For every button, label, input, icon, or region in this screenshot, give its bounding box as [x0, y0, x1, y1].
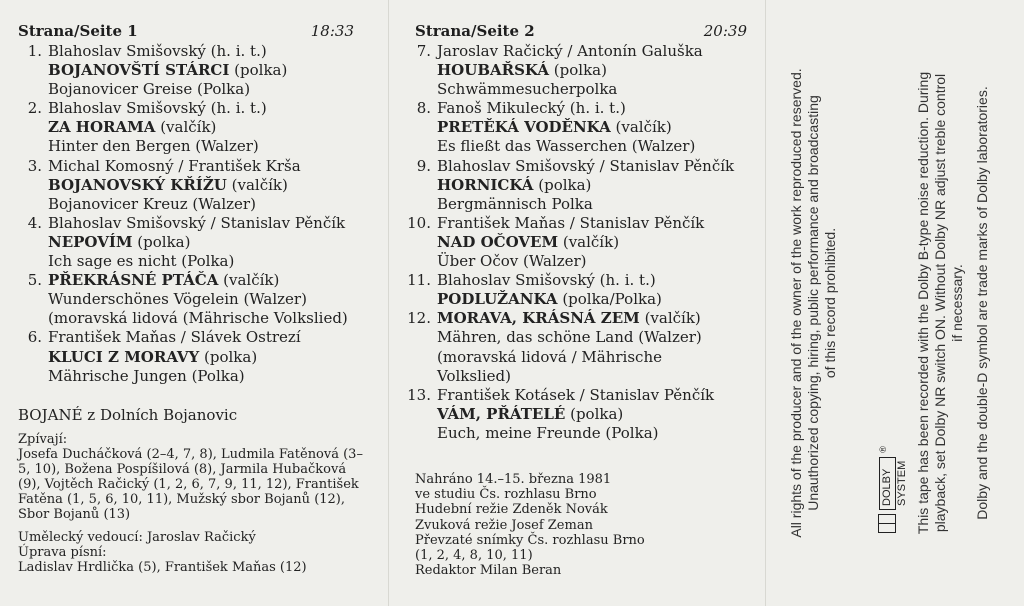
track-number: 13. [407, 385, 431, 404]
track-genre: (polka) [553, 61, 607, 80]
side-1-tracklist [18, 42, 374, 386]
track-title-row [48, 118, 374, 137]
track-number: 5. [27, 271, 42, 290]
track-details [437, 99, 757, 156]
track-title-row [437, 405, 757, 424]
artistic-leader: Umělecký vedoucí: Jaroslav Račický [18, 530, 256, 545]
track-genre: (valčík) [615, 118, 672, 137]
track-entry [407, 309, 757, 385]
track-entry [407, 157, 757, 214]
track-title-row [437, 118, 757, 137]
track-title: HOUBAŘSKÁ [437, 61, 550, 80]
side-2-duration: 20:39 [703, 22, 747, 40]
ensemble-name: BOJANÉ z Dolních Bojanovic [18, 406, 238, 424]
track-composer: Michal Komosný / František Krša [48, 156, 301, 175]
recording-line: ve studiu Čs. rozhlasu Brno [415, 487, 597, 503]
track-entry [18, 214, 374, 271]
rights-line: All rights of the producer and of the owner of the work reproduced reserved. [788, 68, 804, 538]
track-title-row [437, 233, 757, 252]
track-composer: Blahoslav Smišovský (h. i. t.) [437, 271, 656, 290]
track-title: NEPOVÍM [48, 232, 133, 251]
side-2-panel [395, 0, 765, 606]
track-genre: (valčík) [223, 271, 280, 290]
track-title: BOJANOVŠTÍ STÁRCI [48, 61, 230, 80]
track-german-title: Es fließt das Wasserchen (Walzer) [437, 137, 696, 156]
rights-notice [788, 43, 839, 563]
recording-line: Převzaté snímky Čs. rozhlasu Brno [415, 532, 645, 548]
rights-line: of this record prohibited. [822, 227, 838, 379]
track-entry [18, 99, 374, 156]
track-composer: Blahoslav Smišovský (h. i. t.) [48, 42, 267, 60]
track-number: 3. [27, 156, 42, 175]
credits-block [18, 530, 363, 575]
track-german-title: Schwämmesucherpolka [437, 80, 618, 99]
side-2-label: Strana/Seite 2 [415, 22, 535, 40]
track-german-title: Ich sage es nicht (Polka) [48, 252, 235, 271]
registered-mark: ® [878, 446, 888, 453]
track-title-row [437, 290, 757, 309]
side-1-panel [0, 0, 382, 606]
track-entry [18, 157, 374, 214]
track-number: 12. [407, 309, 431, 328]
track-title-row [437, 176, 757, 195]
track-genre: (polka) [570, 404, 624, 423]
track-note: (moravská lidová / Mährische [437, 347, 662, 366]
track-title-row [48, 271, 374, 290]
track-title: NAD OČOVEM [437, 232, 559, 251]
track-title: MORAVA, KRÁSNÁ ZEM [437, 309, 640, 328]
track-details [48, 328, 374, 385]
track-composer: Fanoš Mikulecký (h. i. t.) [437, 99, 626, 118]
track-genre: (valčík) [644, 309, 701, 328]
track-genre: (polka) [234, 61, 288, 80]
track-german-title: Bojanovicer Greise (Polka) [48, 80, 251, 99]
track-genre: (polka/Polka) [562, 290, 662, 309]
singers-list: Josefa Ducháčková (2–4, 7, 8), Ludmila Fatěnová (3–5, 10), Božena Pospíšilová (8), Jarmila Hubačková (9), Vojtěch Račický (1, 2, 6, 7, 9, 11, 12), František Fatěna (1, 5, 6, 10, 11), Mužský sbor Bojanů (12), Sbor Bojanů (13) [18, 447, 363, 522]
track-details [437, 309, 757, 385]
track-number: 10. [407, 213, 431, 232]
track-entry [407, 271, 757, 309]
track-details [48, 214, 374, 271]
track-number: 7. [416, 42, 431, 60]
recording-info [415, 472, 645, 578]
track-title: KLUCI Z MORAVY [48, 347, 200, 366]
track-composer: Blahoslav Smišovský / Stanislav Pěnčík [437, 156, 735, 175]
track-german-title: Bojanovicer Kreuz (Walzer) [48, 194, 256, 213]
recording-line: Redaktor Milan Beran [415, 563, 562, 579]
arrangers: Ladislav Hrdlička (5), František Maňas (12) [18, 560, 307, 575]
track-german-title: Bergmännisch Polka [437, 194, 593, 213]
recording-line: Nahráno 14.–15. března 1981 [415, 472, 612, 487]
track-composer: Jaroslav Račický / Antonín Galuška [437, 42, 703, 60]
track-details [437, 214, 757, 271]
track-title: BOJANOVSKÝ KŘÍŽU [48, 175, 227, 194]
track-composer: František Kotásek / Stanislav Pěnčík [437, 385, 715, 404]
track-genre: (polka) [204, 347, 258, 366]
dolby-logo [878, 383, 906, 533]
arrangement-label: Úprava písní: [18, 545, 107, 560]
track-title-row [437, 309, 757, 328]
track-entry [407, 99, 757, 156]
track-entry [18, 271, 374, 328]
rights-line: Unauthorized copying, hiring, public performance and broadcasting [805, 95, 821, 511]
track-entry [407, 214, 757, 271]
track-number: 6. [27, 328, 42, 347]
side-1-heading [18, 22, 354, 40]
track-note: (moravská lidová (Mährische Volkslied) [48, 309, 348, 328]
side-1-duration: 18:33 [310, 22, 354, 40]
recording-line: Hudební režie Zdeněk Novák [415, 502, 608, 518]
track-title: PŘEKRÁSNÉ PTÁČA [48, 271, 219, 290]
track-genre: (polka) [137, 232, 191, 251]
side-2-tracklist [407, 42, 757, 443]
fold-line [388, 0, 389, 606]
track-details [437, 386, 757, 443]
track-composer: Blahoslav Smišovský (h. i. t.) [48, 99, 267, 118]
track-title-row [437, 61, 757, 80]
track-number: 2. [27, 99, 42, 118]
track-composer: František Maňas / Slávek Ostrezí [48, 328, 301, 347]
singers-block [18, 432, 363, 522]
track-german-title: Mähren, das schöne Land (Walzer) [437, 328, 702, 347]
singers-label: Zpívají: [18, 432, 68, 447]
track-details [48, 271, 374, 328]
track-number: 4. [27, 213, 42, 232]
track-german-title: Wunderschönes Vögelein (Walzer) [48, 290, 307, 309]
track-entry [407, 386, 757, 443]
dolby-system-label: DOLBY SYSTEM [879, 457, 896, 510]
track-details [48, 42, 374, 99]
recording-line: Zvuková režie Josef Zeman [415, 517, 593, 533]
track-title-row [48, 233, 374, 252]
track-entry [407, 42, 757, 99]
track-entry [18, 42, 374, 99]
track-entry [18, 328, 374, 385]
dolby-line: This tape has been recorded with the Dolby B-type noise reduction. During [915, 71, 931, 535]
track-title: ZA HORAMA [48, 118, 156, 137]
side-2-heading [415, 22, 747, 40]
double-d-icon [878, 514, 896, 533]
track-details [437, 157, 757, 214]
track-composer: František Maňas / Stanislav Pěnčík [437, 213, 705, 232]
track-genre: (valčík) [231, 175, 288, 194]
track-number: 9. [416, 156, 431, 175]
track-composer: Blahoslav Smišovský / Stanislav Pěnčík [48, 213, 346, 232]
track-german-title: Hinter den Bergen (Walzer) [48, 137, 259, 156]
recording-line: (1, 2, 4, 8, 10, 11) [415, 548, 533, 564]
track-details [48, 157, 374, 214]
track-details [437, 42, 757, 99]
track-title-row [48, 176, 374, 195]
dolby-line: Dolby and the double-D symbol are trade marks of Dolby laboratories. [974, 86, 990, 520]
dolby-notice [915, 43, 991, 563]
track-details [437, 271, 757, 309]
fold-line [765, 0, 766, 606]
dolby-line: if necessary. [949, 264, 965, 342]
dolby-line: playback, set Dolby NR switch ON. Without Dolby NR adjust treble control [932, 73, 948, 533]
track-genre: (valčík) [160, 118, 217, 137]
track-title: PRETĚKÁ VODĚNKA [437, 118, 611, 137]
track-number: 11. [407, 271, 431, 290]
track-number: 8. [416, 99, 431, 118]
track-number: 1. [27, 42, 42, 60]
track-german-title: Mährische Jungen (Polka) [48, 366, 245, 385]
track-genre: (valčík) [562, 232, 620, 251]
track-title: PODLUŽANKA [437, 290, 558, 309]
track-german-title: Über Očov (Walzer) [437, 252, 587, 271]
track-genre: (polka) [538, 175, 592, 194]
side-1-label: Strana/Seite 1 [18, 22, 138, 40]
track-title: HORNICKÁ [437, 175, 534, 194]
track-title-row [48, 61, 374, 80]
track-title-row [48, 348, 374, 367]
track-german-title: Euch, meine Freunde (Polka) [437, 423, 659, 442]
track-details [48, 99, 374, 156]
track-title: VÁM, PŘÁTELÉ [437, 404, 566, 423]
track-note: Volkslied) [437, 366, 511, 385]
